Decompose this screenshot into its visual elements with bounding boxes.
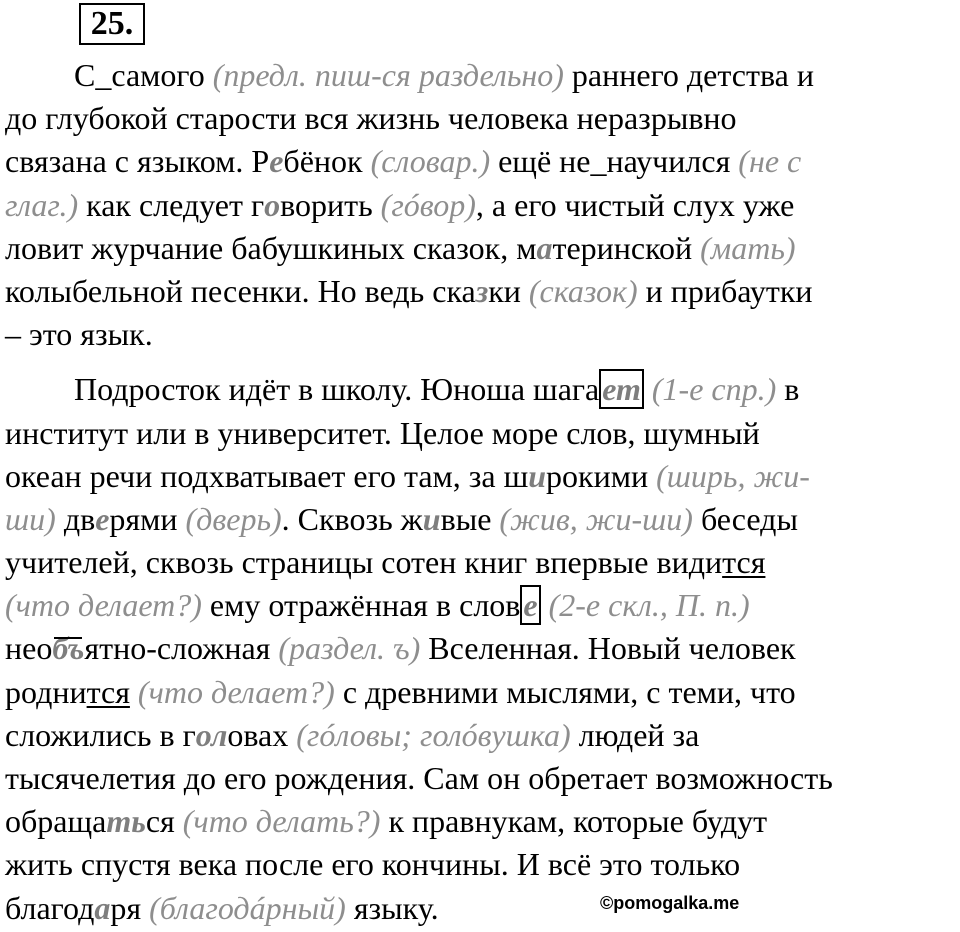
text-segment: как следует г xyxy=(78,186,265,223)
text-segment: сложились в г xyxy=(5,716,196,753)
hint: (дверь) xyxy=(185,500,282,537)
text-line: жить спустя века после его кончины. И всё это только xyxy=(5,846,741,883)
text-line xyxy=(5,184,960,227)
hint: (раздел. ъ) xyxy=(278,630,421,667)
hint: (гóловы; голóвушка) xyxy=(296,716,571,753)
text-segment: родни xyxy=(5,673,87,710)
text-segment: языку. xyxy=(345,889,439,926)
text-segment: теринской xyxy=(552,229,701,266)
text-segment: учителей, сквозь страницы сотен книг впервые види xyxy=(5,544,723,581)
hint: (сказок) xyxy=(528,272,638,309)
text-line xyxy=(5,627,960,670)
text-segment: ловит журчание бабушкиных сказок, м xyxy=(5,229,537,266)
exercise-number: 25. xyxy=(79,3,145,45)
underlined-ending: тся xyxy=(86,673,130,710)
text-segment: ещё не_научился xyxy=(490,143,739,180)
hint: (1-е спр.) xyxy=(651,371,777,408)
hint: (не с xyxy=(738,143,802,180)
text-segment: с древними мыслями, с теми, что xyxy=(334,673,796,710)
text-segment: и прибаутки xyxy=(637,272,813,309)
boxed-ending: ет xyxy=(599,369,644,409)
exercise-text xyxy=(5,54,960,930)
text-segment: С_самого xyxy=(74,57,213,93)
text-segment: беседы xyxy=(692,500,798,537)
text-line: институт или в университет. Целое море слов, шумный xyxy=(5,414,760,451)
hint: (словар.) xyxy=(370,143,491,180)
text-segment: обраща xyxy=(5,803,107,840)
text-segment: Подросток идёт в школу. Юноша шага xyxy=(74,371,600,408)
text-segment: рокими xyxy=(546,457,657,494)
text-segment: благод xyxy=(5,889,95,926)
hint: (2-е скл., П. п.) xyxy=(548,587,750,624)
text-line xyxy=(5,887,960,930)
text-line xyxy=(5,671,960,714)
hint: ши) xyxy=(5,500,56,537)
underlined-ending: тся xyxy=(722,544,766,581)
highlighted-letter: а xyxy=(94,889,111,926)
text-line xyxy=(5,498,960,541)
highlighted-letters: ол xyxy=(195,716,228,753)
text-segment: океан речи подхватывает его там, за ш xyxy=(5,457,529,494)
highlighted-letters: бъ xyxy=(52,630,85,667)
text-segment: Вселенная. Новый человек xyxy=(420,630,796,667)
text-line: тысячелетия до его рождения. Сам он обретает возможность xyxy=(5,760,833,796)
hint: (что делает?) xyxy=(137,673,335,710)
text-segment xyxy=(644,371,652,407)
text-line xyxy=(5,270,960,313)
text-segment: рями xyxy=(109,500,186,537)
text-segment: бёнок xyxy=(283,143,371,180)
text-segment: связана с языком. Р xyxy=(5,143,270,180)
highlighted-letter: а xyxy=(536,229,553,266)
hint: (благодáрный) xyxy=(149,889,346,926)
hint: (гóвор) xyxy=(380,186,476,223)
text-segment: к правнукам, которые будут xyxy=(380,803,768,840)
text-segment: вые xyxy=(440,500,500,537)
text-segment xyxy=(541,587,549,623)
highlighted-letter: е xyxy=(95,500,110,537)
text-line xyxy=(5,800,960,843)
text-line xyxy=(5,584,960,627)
watermark: ©pomogalka.me xyxy=(600,893,740,913)
hint: (предл. пиш-ся раздельно) xyxy=(212,57,564,93)
text-segment: дв xyxy=(55,500,96,537)
text-segment: . Сквозь ж xyxy=(281,500,423,537)
hint: (мать) xyxy=(700,229,796,266)
highlighted-letters: ть xyxy=(106,803,146,840)
text-segment: раннего детства и xyxy=(563,57,814,93)
text-segment: нео xyxy=(5,630,53,667)
text-line xyxy=(5,541,960,584)
text-line xyxy=(5,54,960,97)
highlighted-letter: о xyxy=(264,186,281,223)
hint: (ширь, жи- xyxy=(656,457,810,494)
text-segment: ся xyxy=(145,803,183,840)
hint: (что делает?) xyxy=(5,587,202,624)
text-line: – это язык. xyxy=(5,316,153,353)
highlighted-letter: е xyxy=(269,143,284,180)
text-line: до глубокой старости вся жизнь человека неразрывно xyxy=(5,100,737,137)
highlighted-letter: и xyxy=(422,500,441,537)
text-segment: , а его чистый слух уже xyxy=(475,186,795,223)
text-segment: ятно-сложная xyxy=(84,630,279,667)
text-segment: в xyxy=(776,371,800,408)
text-line xyxy=(5,714,960,757)
text-segment xyxy=(130,674,138,710)
hint: (что делать?) xyxy=(182,803,381,840)
text-segment: ему отражённая в слов xyxy=(201,587,521,624)
text-segment: овах xyxy=(227,716,297,753)
text-segment: колыбельной песенки. Но ведь ска xyxy=(5,272,476,309)
text-line xyxy=(5,140,960,183)
highlighted-letter: з xyxy=(475,272,489,309)
text-segment: ря xyxy=(110,889,150,926)
text-line xyxy=(5,227,960,270)
hint: глаг.) xyxy=(5,186,79,223)
text-segment: ки xyxy=(488,272,529,309)
hint: (жив, жи-ши) xyxy=(499,500,693,537)
highlighted-letter: и xyxy=(528,457,547,494)
boxed-ending: е xyxy=(520,585,540,625)
text-line xyxy=(5,368,960,411)
text-segment: людей за xyxy=(570,716,700,753)
text-line xyxy=(5,455,960,498)
text-segment: ворить xyxy=(280,186,381,223)
